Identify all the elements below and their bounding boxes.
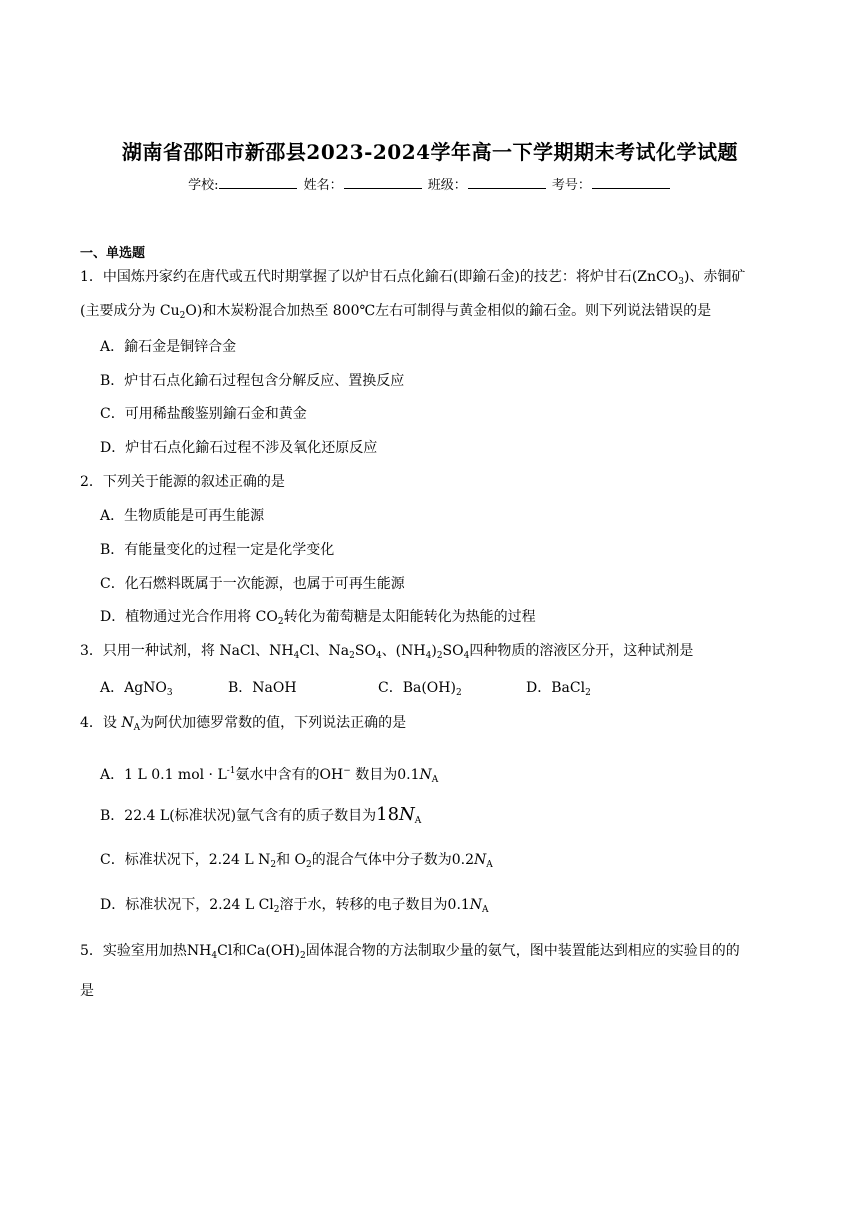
- school-label: 学校:: [188, 178, 219, 193]
- q3-option-b: B．NaOH: [228, 680, 297, 696]
- class-blank[interactable]: [468, 175, 546, 189]
- q3-options-row: [100, 677, 720, 698]
- q5-stem-line2: 是: [80, 983, 94, 999]
- q2-option-b: B．有能量变化的过程一定是化学变化: [100, 542, 335, 558]
- q4-option-b: B．22.4 L(标准状况)氩气含有的质子数目为$18N_A$: [100, 804, 422, 826]
- exam-number-label: 考号：: [551, 178, 591, 193]
- class-label: 班级：: [427, 178, 467, 193]
- student-info-line: [0, 174, 860, 193]
- q1-option-d: D．炉甘石点化鍮石过程不涉及氧化还原反应: [100, 440, 378, 456]
- q2-option-a: A．生物质能是可再生能源: [100, 508, 265, 524]
- q2-stem: 2．下列关于能源的叙述正确的是: [80, 474, 285, 490]
- q5-stem-line1: 5．实验室用加热$NH_4Cl$和$Ca(OH)_2$固体混合物的方法制取少量的氨气，图中装置能达到相应的实验目的的: [80, 943, 740, 961]
- q4-option-c: C．标准状况下，2.24 L $N_2$和 $O_2$的混合气体中分子数为$0.2N_A$: [100, 852, 493, 870]
- name-label: 姓名：: [303, 178, 343, 193]
- q3-stem: 3．只用一种试剂，将 NaCl、$NH_4Cl$、$Na_2SO_4$、$(NH_4)_2SO_4$四种物质的溶液区分开，这种试剂是: [80, 643, 694, 661]
- q1-stem-line2: (主要成分为 $Cu_2O$)和木炭粉混合加热至 800℃左右可制得与黄金相似的鍮石金。则下列说法错误的是: [80, 303, 712, 321]
- q3-option-a: A．AgNO$_3$: [100, 680, 173, 698]
- school-blank[interactable]: [219, 175, 297, 189]
- q2-option-c: C．化石燃料既属于一次能源，也属于可再生能源: [100, 576, 405, 592]
- q4-stem: 4．设 $N_A$为阿伏加德罗常数的值，下列说法正确的是: [80, 715, 407, 733]
- q1-option-b: B．炉甘石点化鍮石过程包含分解反应、置换反应: [100, 373, 405, 389]
- q4-option-a: A．1 L 0.1 mol · $L^{-1}$氨水中含有的OH− 数目为$0.1N_A$: [100, 766, 439, 785]
- q2-option-d: D．植物通过光合作用将 $CO_2$转化为葡萄糖是太阳能转化为热能的过程: [100, 609, 536, 627]
- q1-stem-line1: 1．中国炼丹家约在唐代或五代时期掌握了以炉甘石点化鍮石(即鍮石金)的技艺：将炉甘石(ZnCO$_3$)、赤铜矿: [80, 269, 746, 287]
- name-blank[interactable]: [344, 175, 422, 189]
- section-title: 一、单选题: [80, 246, 146, 261]
- q3-option-d: D．BaCl$_2$: [526, 680, 591, 698]
- exam-title: 湖南省邵阳市新邵县2023-2024学年高一下学期期末考试化学试题: [121, 140, 739, 164]
- q3-option-c: C．$Ba(OH)_2$: [378, 680, 462, 698]
- q1-option-c: C．可用稀盐酸鉴别鍮石金和黄金: [100, 406, 307, 422]
- exam-number-blank[interactable]: [592, 175, 670, 189]
- q4-option-d: D．标准状况下，2.24 L $Cl_2$溶于水，转移的电子数目为$0.1N_A$: [100, 897, 489, 915]
- q1-option-a: A．鍮石金是铜锌合金: [100, 339, 237, 355]
